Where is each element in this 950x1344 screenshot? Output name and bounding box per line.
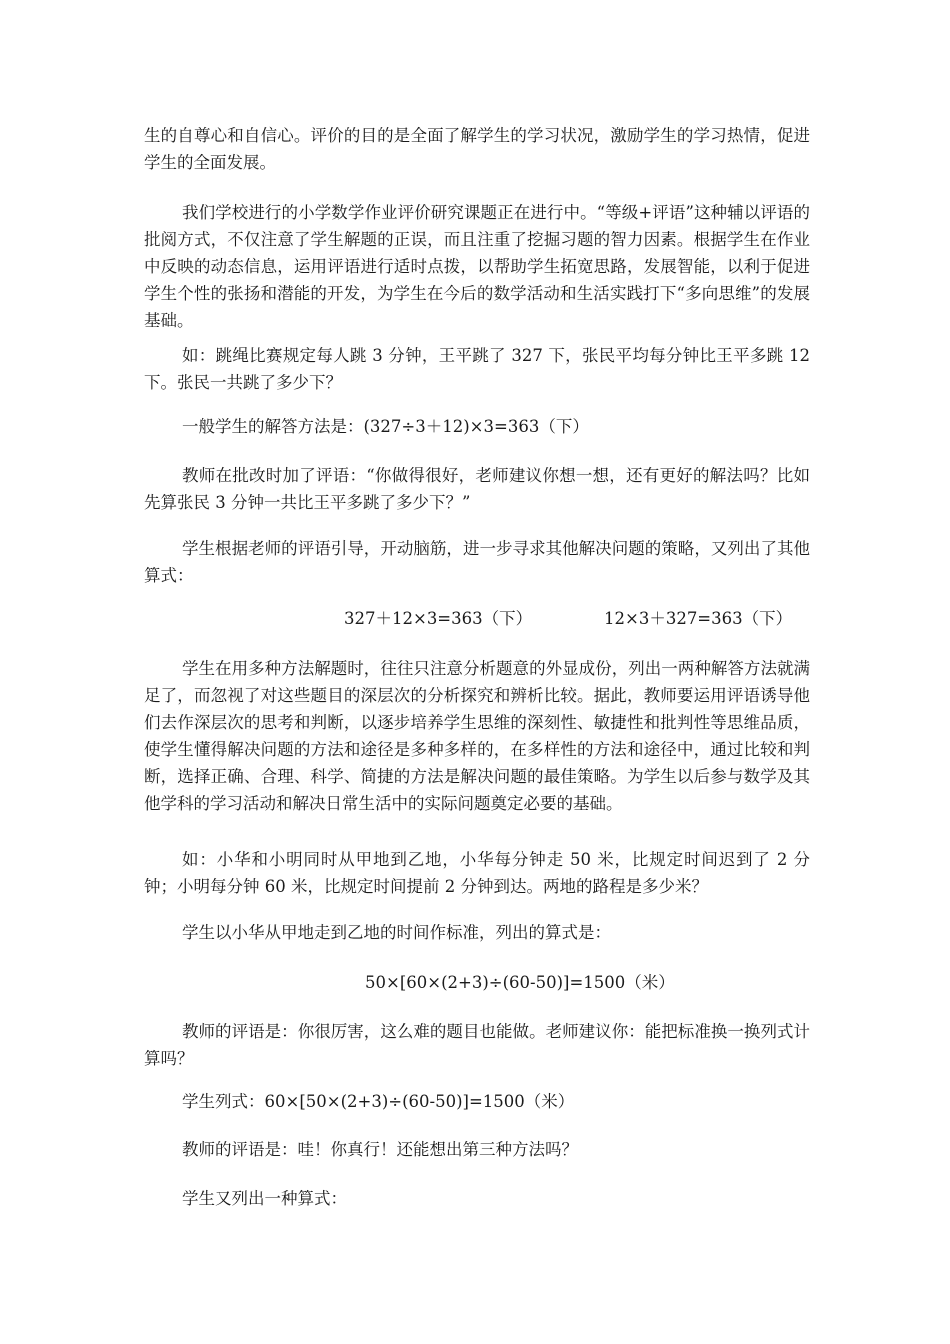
paragraph-student-formula-3: 学生又列出一种算式： [182,1189,347,1208]
paragraph-general-method: 一般学生的解答方法是：(327÷3＋12)×3=363（下） [182,417,589,436]
paragraph-teacher-comment-2: 教师的评语是：你很厉害，这么难的题目也能做。老师建议你：能把标准换一换列式计算吗？ [144,1022,810,1068]
paragraph-example-rope: 如：跳绳比赛规定每人跳 3 分钟，王平跳了 327 下，张民平均每分钟比王平多跳 12 下。张民一共跳了多少下？ [144,346,810,392]
formula-alternative-1: 327＋12×3=363（下） [344,609,533,628]
paragraph-student-response-1: 学生根据老师的评语引导，开动脑筋，进一步寻求其他解决问题的策略，又列出了其他算式： [144,539,810,585]
formula-alternative-2: 12×3＋327=363（下） [604,609,793,628]
paragraph-research-project: 我们学校进行的小学数学作业评价研究课题正在进行中。“等级+评语”这种辅以评语的批阅方式，不仅注意了学生解题的正误，而且注重了挖掘习题的智力因素。根据学生在作业中反映的动态信息，运用评语进行适时点拨，以帮助学生拓宽思路，发展智能，以利于促进学生个性的张扬和潜能的开发，为学生在今后的数学活动和生活实践打下“多向思维”的发展基础。 [144,203,810,330]
paragraph-continuation: 生的自尊心和自信心。评价的目的是全面了解学生的学习状况，激励学生的学习热情，促进学生的全面发展。 [144,126,810,172]
paragraph-example-walk: 如：小华和小明同时从甲地到乙地，小华每分钟走 50 米，比规定时间迟到了 2 分钟；小明每分钟 60 米，比规定时间提前 2 分钟到达。两地的路程是多少米？ [144,850,810,896]
formula-centered: 50×[60×(2+3)÷(60-50)]=1500（米） [365,973,675,992]
paragraph-student-standard: 学生以小华从甲地走到乙地的时间作标准，列出的算式是： [182,923,611,942]
paragraph-teacher-comment-3: 教师的评语是：哇！你真行！还能想出第三种方法吗？ [182,1140,578,1159]
paragraph-teacher-comment-1: 教师在批改时加了评语：“你做得很好，老师建议你想一想，还有更好的解法吗？比如先算张民 3 分钟一共比王平多跳了多少下？” [144,466,810,512]
paragraph-student-formula-2: 学生列式：60×[50×(2+3)÷(60-50)]=1500（米） [182,1092,575,1111]
paragraph-analysis: 学生在用多种方法解题时，往往只注意分析题意的外显成份，列出一两种解答方法就满足了，而忽视了对这些题目的深层次的分析探究和辨析比较。据此，教师要运用评语诱导他们去作深层次的思考和判断，以逐步培养学生思维的深刻性、敏捷性和批判性等思维品质，使学生懂得解决问题的方法和途径是多种多样的，在多样性的方法和途径中，通过比较和判断，选择正确、合理、科学、简捷的方法是解决问题的最佳策略。为学生以后参与数学及其他学科的学习活动和解决日常生活中的实际问题奠定必要的基础。 [144,659,810,813]
